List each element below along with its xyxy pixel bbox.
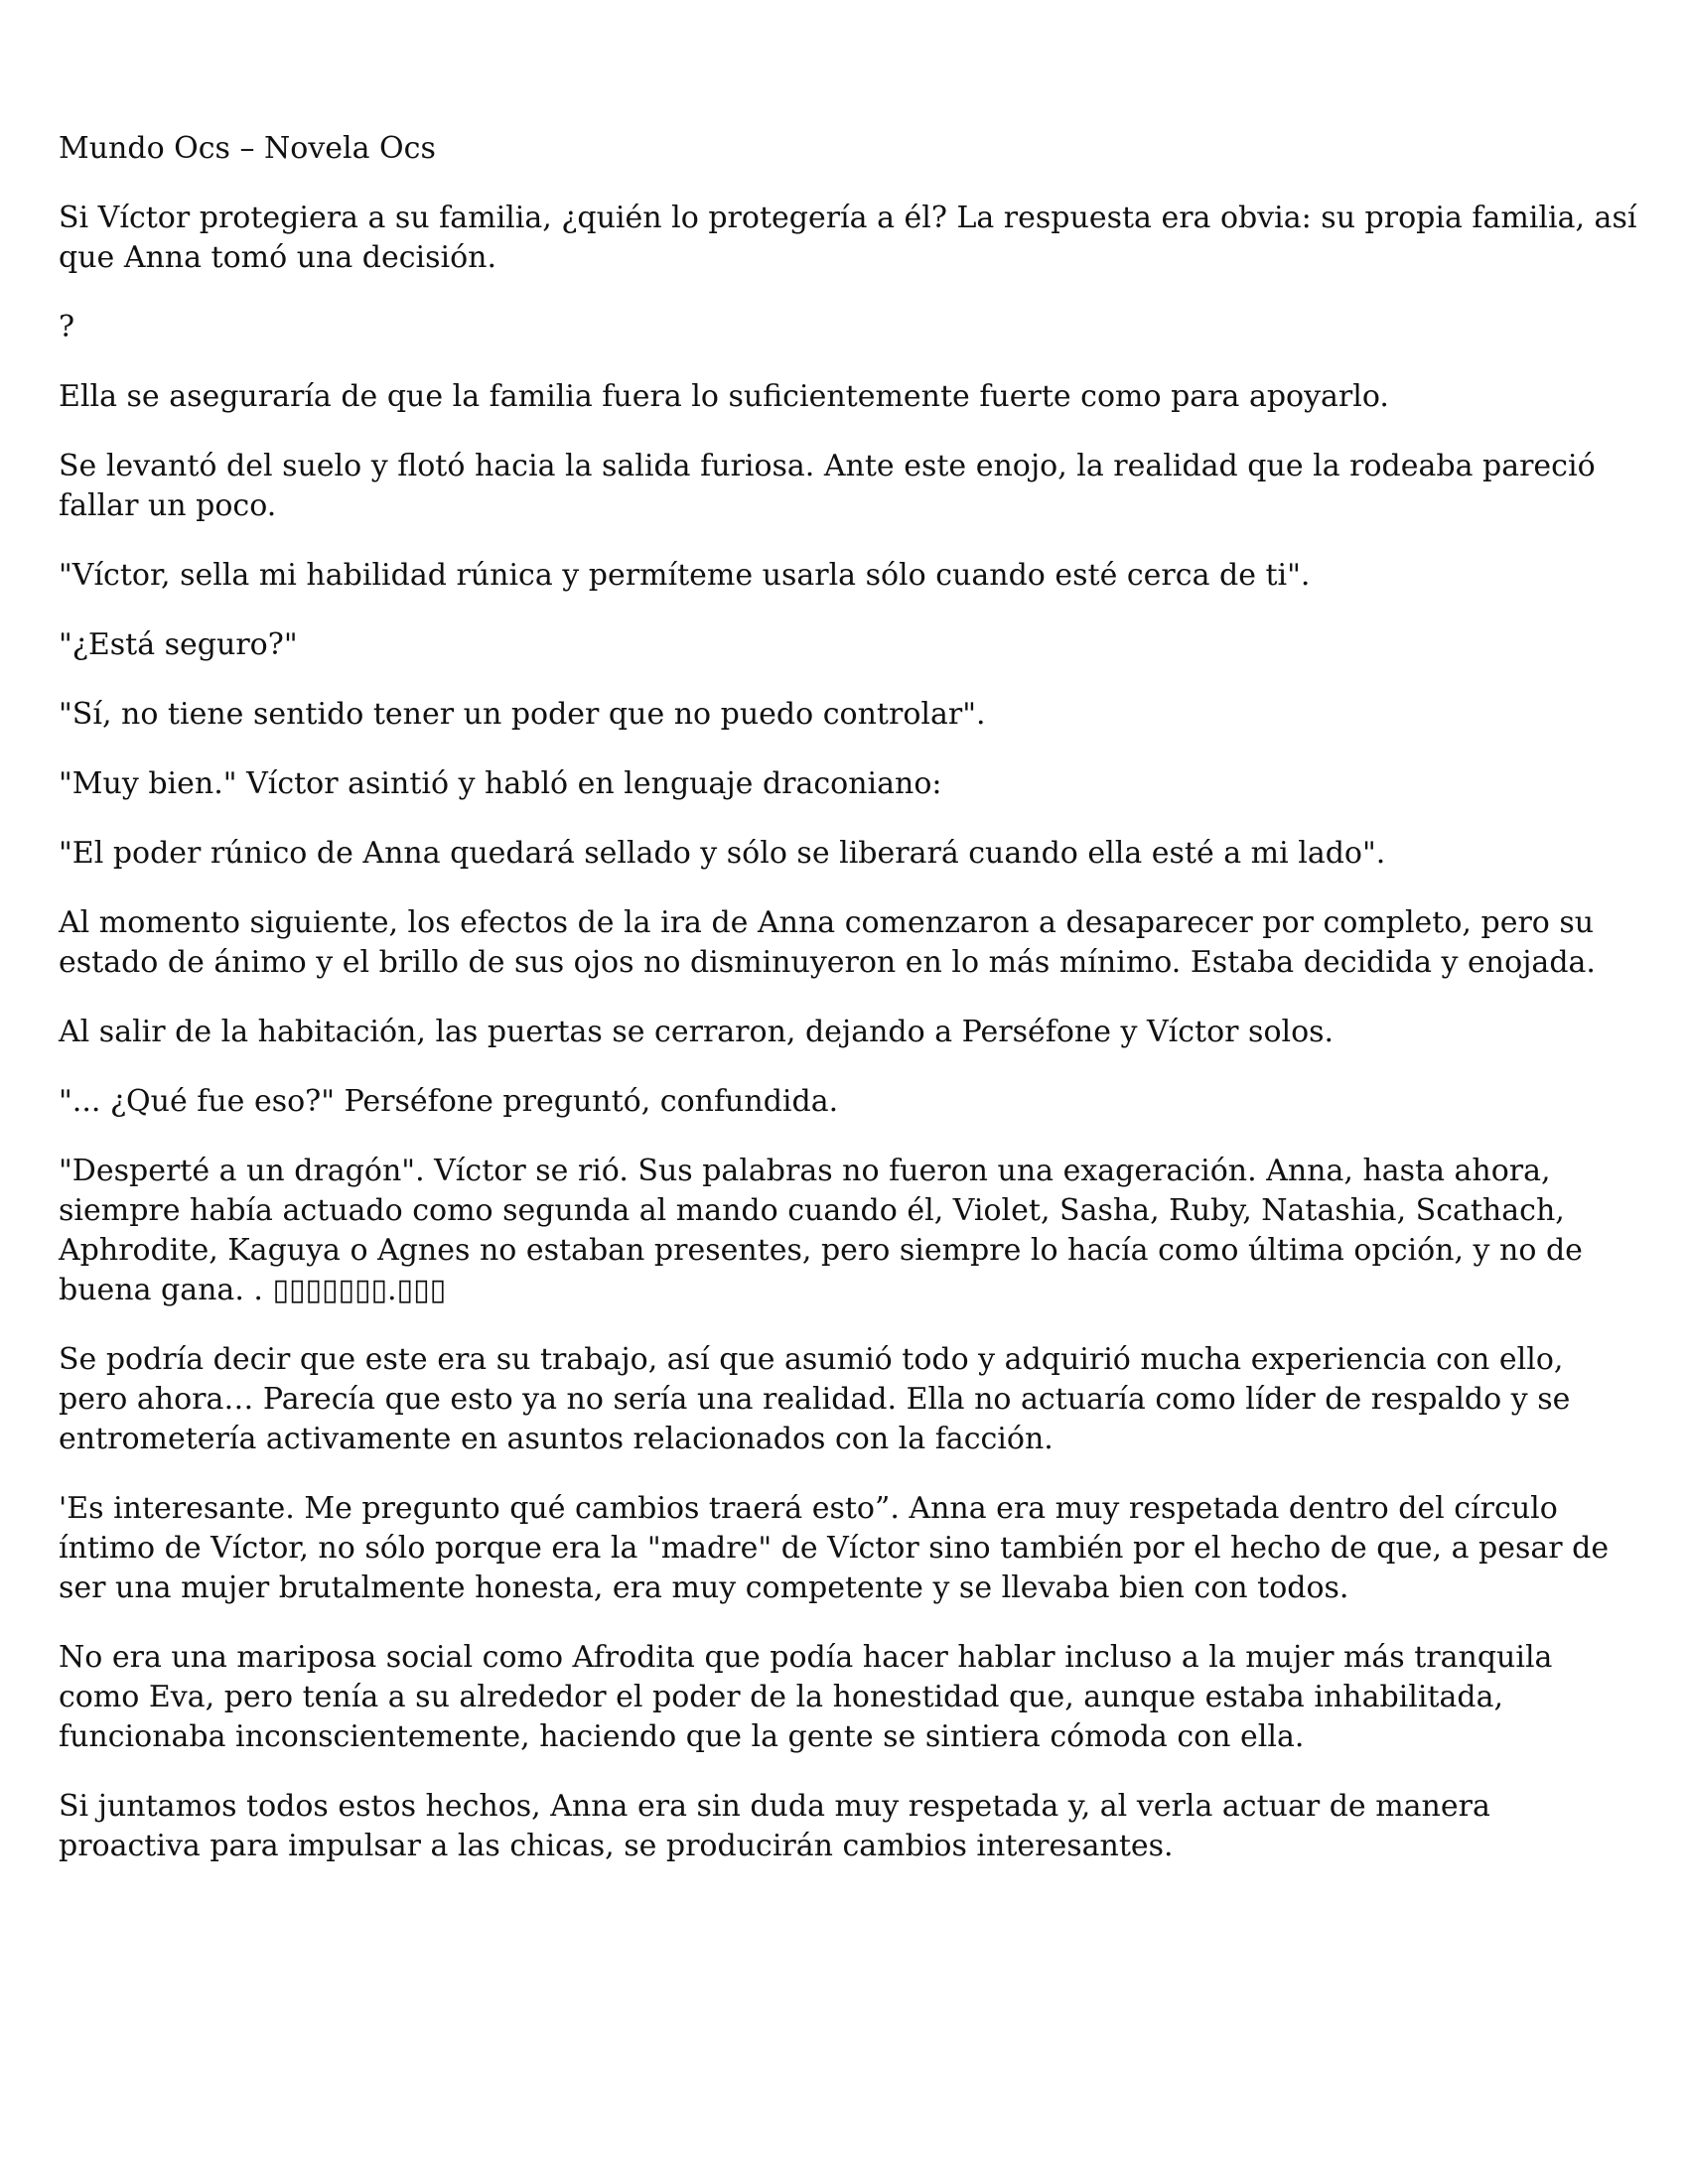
paragraph: ?	[59, 310, 75, 344]
paragraph: Se levantó del suelo y flotó hacia la salida furiosa. Ante este enojo, la realidad que la rodeaba pareció fallar un poco.	[59, 449, 1596, 523]
paragraph: "El poder rúnico de Anna quedará sellado y sólo se liberará cuando ella esté a mi lado".	[59, 836, 1386, 871]
paragraph: "... ¿Qué fue eso?" Perséfone preguntó, confundida.	[59, 1084, 839, 1119]
paragraph: "¿Está seguro?"	[59, 627, 298, 662]
paragraph: "Víctor, sella mi habilidad rúnica y permíteme usarla sólo cuando esté cerca de ti".	[59, 558, 1311, 593]
paragraph: No era una mariposa social como Afrodita que podía hacer hablar incluso a la mujer más tranquila como Eva, pero tenía a su alrededor el poder de la honestidad que, aunque estaba inhabilitada, funcionaba inconscientemente, haciendo que la gente se sintiera cómoda con ella.	[59, 1640, 1553, 1754]
paragraph: "Desperté a un dragón". Víctor se rió. Sus palabras no fueron una exageración. Anna, hasta ahora, siempre había actuado como segunda al mando cuando él, Violet, Sasha, Ruby, Natashia, Scathach, Aphrodite, Kaguya o Agnes no estaban presentes, pero siempre lo hacía como última opción, y no de buena gana. . ▯▯▯▯▯▯▯.▯▯▯	[59, 1154, 1583, 1307]
paragraph: Se podría decir que este era su trabajo, así que asumió todo y adquirió mucha experiencia con ello, pero ahora… Parecía que esto ya no sería una realidad. Ella no actuaría como líder de respaldo y se entrometería activamente en asuntos relacionados con la facción.	[59, 1342, 1571, 1456]
paragraph: "Sí, no tiene sentido tener un poder que no puedo controlar".	[59, 697, 986, 732]
paragraph: Si juntamos todos estos hechos, Anna era sin duda muy respetada y, al verla actuar de manera proactiva para impulsar a las chicas, se producirán cambios interesantes.	[59, 1789, 1490, 1863]
paragraph: Si Víctor protegiera a su familia, ¿quién lo protegería a él? La respuesta era obvia: su propia familia, así que Anna tomó una decisión.	[59, 201, 1637, 275]
document-header: Mundo Ocs – Novela Ocs	[59, 131, 436, 166]
paragraph: 'Es interesante. Me pregunto qué cambios traerá esto”. Anna era muy respetada dentro del círculo íntimo de Víctor, no sólo porque era la "madre" de Víctor sino también por el hecho de que, a pesar de ser una mujer brutalmente honesta, era muy competente y se llevaba bien con todos.	[59, 1491, 1610, 1605]
paragraph: Al salir de la habitación, las puertas se cerraron, dejando a Perséfone y Víctor solos.	[59, 1015, 1335, 1049]
document-body	[59, 129, 1637, 1896]
paragraph: Al momento siguiente, los efectos de la ira de Anna comenzaron a desaparecer por completo, pero su estado de ánimo y el brillo de sus ojos no disminuyeron en lo más mínimo. Estaba decidida y enojada.	[59, 905, 1596, 980]
paragraph: Ella se aseguraría de que la familia fuera lo suficientemente fuerte como para apoyarlo.	[59, 379, 1389, 414]
paragraph: "Muy bien." Víctor asintió y habló en lenguaje draconiano:	[59, 766, 942, 801]
